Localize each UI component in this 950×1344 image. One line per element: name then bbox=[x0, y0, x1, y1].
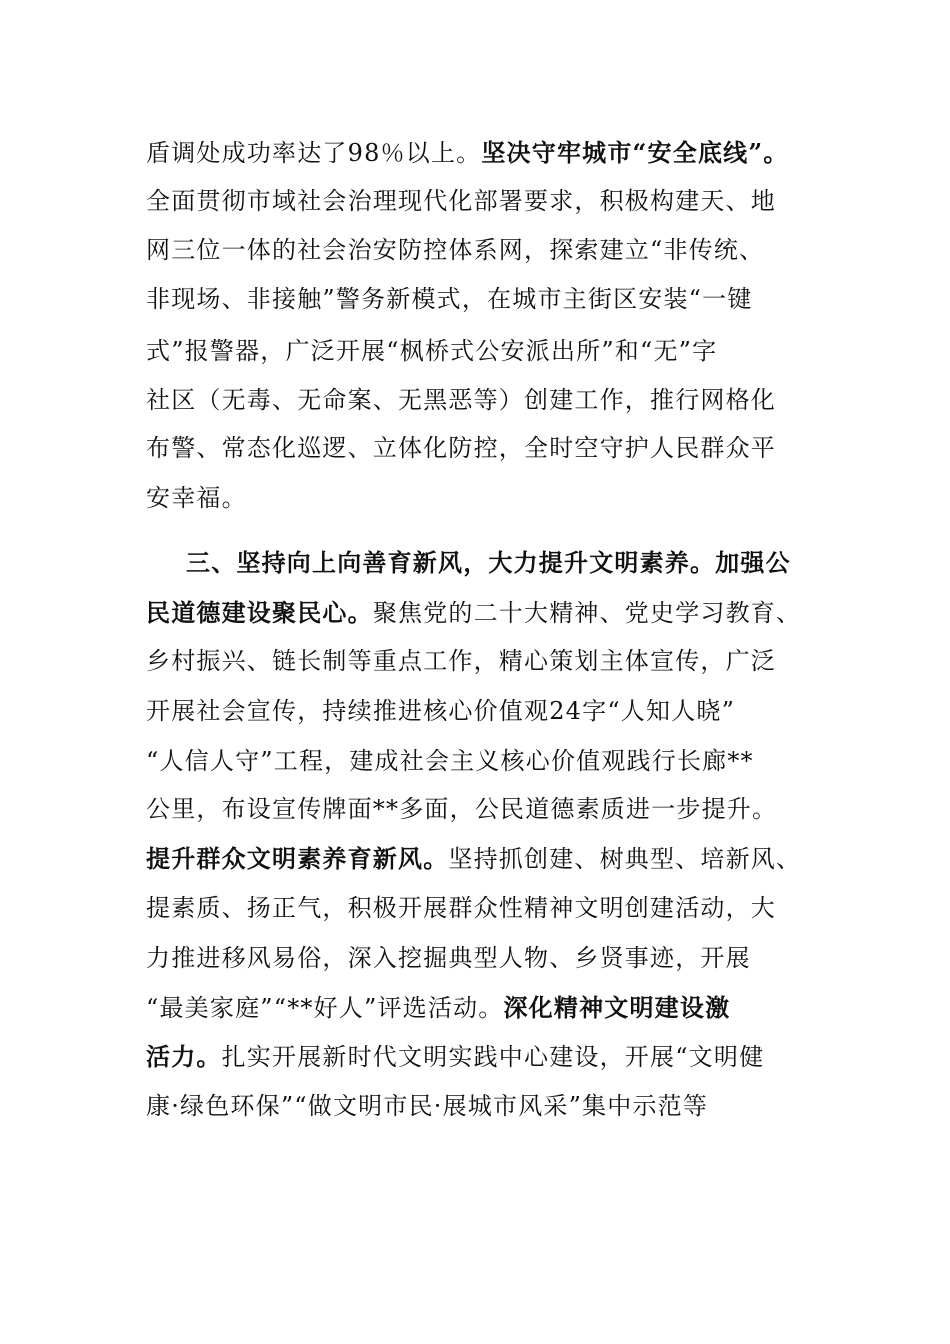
text-segment: “最美家庭”“**好人”评选活动。 bbox=[146, 994, 504, 1022]
text-segment: 开展社会宣传，持续推进核心价值观24字“人知人晓” bbox=[146, 697, 736, 725]
section-heading bbox=[186, 543, 791, 583]
text-segment: 网三位一体的社会治安防控体系网，探索建立“非传统、 bbox=[146, 236, 765, 264]
text-line bbox=[146, 888, 776, 928]
text-segment: 乡村振兴、链长制等重点工作，精心策划主体宣传，广泛 bbox=[146, 647, 776, 675]
text-line bbox=[146, 1086, 708, 1126]
text-line bbox=[146, 1037, 764, 1077]
text-segment: 社区（无毒、无命案、无黑恶等）创建工作，推行网格化 bbox=[146, 386, 776, 414]
bold-heading-segment: 坚决守牢城市“安全底线”。 bbox=[481, 138, 789, 167]
text-line bbox=[146, 789, 777, 829]
text-line bbox=[146, 331, 717, 371]
bold-heading-segment: 民道德建设聚民心。 bbox=[146, 598, 373, 627]
text-line bbox=[146, 230, 764, 270]
text-segment: 康·绿色环保”“做文明市民·展城市风采”集中示范等 bbox=[146, 1092, 709, 1120]
text-segment: 提素质、扬正气，积极开展群众性精神文明创建活动，大 bbox=[146, 894, 776, 922]
text-line bbox=[146, 181, 776, 221]
text-segment: 全面贯彻市域社会治理现代化部署要求，积极构建天、地 bbox=[146, 187, 776, 215]
text-line bbox=[146, 641, 776, 681]
text-segment: 公里，布设宣传牌面**多面，公民道德素质进一步提升。 bbox=[146, 795, 778, 823]
text-line bbox=[146, 428, 776, 468]
text-segment: 坚持抓创建、树典型、培新风、 bbox=[448, 845, 802, 873]
text-line bbox=[146, 741, 754, 781]
text-segment: 聚焦党的二十大精神、党史学习教育、 bbox=[372, 599, 802, 627]
text-segment: 布警、常态化巡逻、立体化防控，全时空守护人民群众平 bbox=[146, 434, 776, 462]
text-line bbox=[146, 279, 753, 319]
text-line bbox=[146, 938, 751, 978]
text-line bbox=[146, 593, 801, 633]
text-segment: 安幸福。 bbox=[146, 484, 247, 512]
text-segment: 力推进移风易俗，深入挖掘典型人物、乡贤事迹，开展 bbox=[146, 944, 751, 972]
text-segment: 盾调处成功率达了98％以上。 bbox=[146, 139, 482, 167]
text-line bbox=[146, 380, 776, 420]
text-line bbox=[146, 988, 730, 1028]
text-segment: 式”报警器，广泛开展“枫桥式公安派出所”和“无”字 bbox=[146, 337, 718, 365]
text-segment: “人信人守”工程，建成社会主义核心价值观践行长廊** bbox=[146, 747, 754, 775]
bold-heading-segment: 提升群众文明素养育新风。 bbox=[146, 844, 449, 873]
text-line bbox=[146, 839, 801, 879]
text-line bbox=[146, 478, 247, 518]
text-segment: 扎实开展新时代文明实践中心建设，开展“文明健 bbox=[221, 1043, 765, 1071]
text-line bbox=[146, 133, 789, 173]
bold-heading-segment: 活力。 bbox=[146, 1042, 222, 1071]
text-line bbox=[146, 691, 735, 731]
text-segment: 非现场、非接触”警务新模式，在城市主街区安装“一键 bbox=[146, 285, 753, 313]
bold-heading-segment: 深化精神文明建设激 bbox=[503, 993, 731, 1022]
bold-heading-segment: 三、坚持向上向善育新风，大力提升文明素养。加强公 bbox=[186, 548, 791, 577]
